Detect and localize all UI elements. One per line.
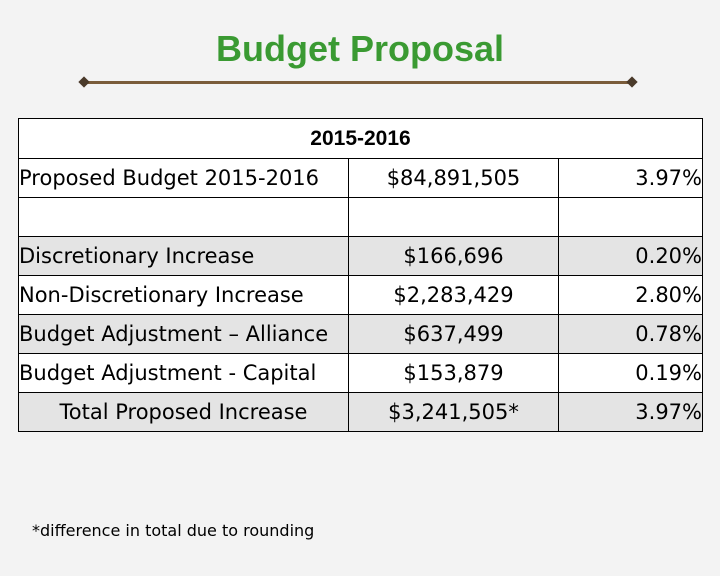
divider-right-diamond-icon bbox=[626, 76, 637, 87]
table-row bbox=[19, 237, 703, 276]
table-row-blank bbox=[19, 198, 703, 237]
row-percent: 0.78% bbox=[559, 315, 703, 354]
total-amount: $3,241,505* bbox=[349, 393, 559, 432]
row-percent: 2.80% bbox=[559, 276, 703, 315]
table-header-row bbox=[19, 119, 703, 159]
row-label bbox=[19, 198, 349, 237]
title-divider bbox=[84, 81, 632, 84]
row-label: Proposed Budget 2015-2016 bbox=[19, 159, 349, 198]
total-label: Total Proposed Increase bbox=[19, 393, 349, 432]
row-percent: 0.20% bbox=[559, 237, 703, 276]
budget-table bbox=[18, 118, 703, 432]
divider-left-diamond-icon bbox=[78, 76, 89, 87]
footnote: *difference in total due to rounding bbox=[32, 521, 315, 540]
table-header: 2015-2016 bbox=[19, 119, 703, 159]
page-title: Budget Proposal bbox=[215, 28, 505, 69]
row-percent bbox=[559, 198, 703, 237]
table-row bbox=[19, 315, 703, 354]
row-label: Budget Adjustment - Capital bbox=[19, 354, 349, 393]
row-amount: $166,696 bbox=[349, 237, 559, 276]
total-percent: 3.97% bbox=[559, 393, 703, 432]
row-label: Non-Discretionary Increase bbox=[19, 276, 349, 315]
row-amount: $153,879 bbox=[349, 354, 559, 393]
row-amount: $637,499 bbox=[349, 315, 559, 354]
table-row-total bbox=[19, 393, 703, 432]
row-amount bbox=[349, 198, 559, 237]
row-label: Budget Adjustment – Alliance bbox=[19, 315, 349, 354]
row-percent: 0.19% bbox=[559, 354, 703, 393]
row-amount: $2,283,429 bbox=[349, 276, 559, 315]
row-label: Discretionary Increase bbox=[19, 237, 349, 276]
table-row bbox=[19, 354, 703, 393]
row-percent: 3.97% bbox=[559, 159, 703, 198]
table-row bbox=[19, 276, 703, 315]
table-row bbox=[19, 159, 703, 198]
row-amount: $84,891,505 bbox=[349, 159, 559, 198]
